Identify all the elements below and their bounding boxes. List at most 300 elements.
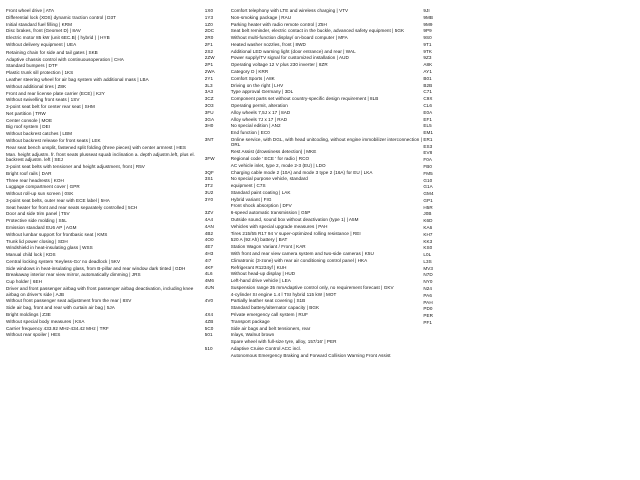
item-code: 4A4 <box>204 217 214 223</box>
item-code: 2Y1 <box>204 75 214 81</box>
list-item <box>423 293 634 299</box>
item-description: Category D | KRR <box>230 69 269 75</box>
list-item <box>6 57 205 63</box>
list-item <box>6 266 205 272</box>
item-code: 4B2 <box>204 230 214 236</box>
list-item <box>6 171 205 177</box>
list-item <box>6 312 205 318</box>
item-description: Center console | MOE <box>6 117 53 123</box>
item-description: Without head-up display | HUD <box>230 271 296 277</box>
list-item <box>6 205 205 211</box>
list-item <box>423 171 634 177</box>
list-item <box>205 298 424 304</box>
list-item <box>6 91 205 97</box>
list-item <box>423 157 634 163</box>
item-description: Without backrest catches | LBM <box>6 131 73 137</box>
item-description: Partially leather seat covering | S1B <box>230 298 306 304</box>
list-item <box>6 225 205 231</box>
list-item <box>205 332 424 338</box>
list-item <box>423 83 634 89</box>
item-code: 2S2 <box>204 48 214 54</box>
item-code: A8K <box>423 62 433 68</box>
item-description: 3-point seat belts, outer rear with ECE label | 5HA <box>6 197 110 203</box>
item-description: Windshield in heat-insulating glass | WSS <box>6 245 93 251</box>
list-item <box>423 28 634 34</box>
item-description: Climatronic (3-zone) with rear air conditioning control panel | HKA <box>230 257 368 263</box>
item-code: 501 <box>204 332 213 338</box>
item-description: Autonomous Emergency Braking and Forward Collision Warning Front Assist <box>230 352 391 358</box>
item-code: 3U2 <box>204 189 214 195</box>
list-item <box>6 164 205 170</box>
item-code: KS0 <box>423 245 433 251</box>
list-item <box>423 191 634 197</box>
list-item <box>423 218 634 224</box>
item-code: 3S1 <box>204 176 214 182</box>
item-description: Bright roof rails | DAR <box>6 170 52 176</box>
list-item <box>6 50 205 56</box>
list-item <box>423 62 634 68</box>
item-code: 3NT <box>204 136 214 142</box>
item-code: PAH <box>423 299 433 305</box>
list-item <box>423 8 634 14</box>
list-item <box>205 22 424 28</box>
item-description: Without front passenger seat adjustment from the rear | 8SV <box>6 298 132 304</box>
item-code: ER1 <box>423 136 433 142</box>
item-description: Side air bags and belt tensioners, rear <box>230 325 311 331</box>
item-description: 3-point seat belts with tensioner and height adjustment, front | R5V <box>6 163 145 169</box>
list-item <box>6 84 205 90</box>
list-item <box>423 144 634 150</box>
item-description: Additional LED warning light (door entrance) and rear | WAL <box>230 48 356 54</box>
list-item <box>205 123 424 129</box>
list-item <box>423 96 634 102</box>
list-item <box>205 96 424 102</box>
list-item <box>423 49 634 55</box>
item-code: PER <box>423 313 434 319</box>
list-item <box>205 292 424 298</box>
list-item <box>205 117 424 123</box>
item-description: Emission standard EU6 AP | AGM <box>6 225 77 230</box>
item-description: 6-speed automatic transmission | G5P <box>230 210 311 216</box>
item-code: PD0 <box>423 306 433 312</box>
item-description: End function | EC0 <box>230 130 270 136</box>
list-item <box>205 353 424 359</box>
item-code: 3H0 <box>204 123 214 129</box>
item-description: Type approval Germany | 3DL <box>230 89 294 95</box>
item-description: Non-smoking package | RAU <box>230 14 292 20</box>
item-description: Private emergency call system | RUF <box>230 311 308 317</box>
item-code: 2ZW <box>204 55 215 61</box>
item-code: B2B <box>423 82 433 88</box>
item-code: N7D <box>423 272 433 278</box>
item-description: Without lumbar support for frontbasic seat | KMS <box>6 231 108 237</box>
list-item <box>423 252 634 258</box>
item-description: Rear seat bench unsplit, fastened split folding (three pieces) with center armrest | HES <box>6 144 186 150</box>
item-code: EV8 <box>423 150 433 156</box>
item-description: Adaptive chassis control with continuousoperation | CHA <box>6 56 124 62</box>
list-item <box>205 231 424 237</box>
item-code: F0A <box>423 157 433 163</box>
list-item <box>423 69 634 75</box>
item-description: Trunk lid power closing | SDH <box>6 238 68 244</box>
list-item <box>205 203 424 209</box>
item-code: 4ZB <box>204 318 214 324</box>
item-description: Without swivelling front seats | 1SV <box>6 97 80 103</box>
item-description: Retaining chain for side and tail gates | SKB <box>6 49 98 55</box>
list-item <box>6 272 205 278</box>
list-item <box>205 305 424 311</box>
list-item <box>205 224 424 230</box>
item-description: Without rear spoiler | HES <box>6 332 61 338</box>
item-description: Leather steering wheel for air bag system with additional mass | LBA <box>6 77 149 82</box>
item-code: 3T2 <box>204 183 213 189</box>
list-item <box>423 306 634 312</box>
list-item <box>205 237 424 243</box>
list-item <box>6 305 205 311</box>
item-description: Online service, with DGL, with head unitcoding, without engine immobilizer interconnection | ORL <box>230 136 422 148</box>
item-code: GP1 <box>423 197 433 203</box>
item-description: 520 A (92 Ah) battery | BAT <box>230 237 288 243</box>
item-description: Driving on the right | LHV <box>230 82 284 88</box>
item-code: L3S <box>423 258 432 264</box>
list-item <box>423 239 634 245</box>
list-item <box>205 28 424 34</box>
item-code: 4AN <box>204 223 214 229</box>
list-item <box>205 110 424 116</box>
item-description: Breakaway interior rear view mirror, automatically dimming | JRS <box>6 272 141 278</box>
item-code: 9MB <box>423 14 434 20</box>
item-code: PA6 <box>423 292 432 298</box>
item-code: 3O3 <box>204 102 214 108</box>
list-item <box>205 35 424 41</box>
item-code: 2R0 <box>204 35 214 41</box>
item-description: Seat belt reminder, electric contact in the buckle, advanced safety equipment | 5GK <box>230 28 405 34</box>
list-item <box>423 76 634 82</box>
list-item <box>423 117 634 123</box>
list-item <box>6 152 205 163</box>
item-description: Without additional tires | Z8K <box>6 83 67 89</box>
item-code: 3GA <box>204 116 215 122</box>
list-item <box>423 137 634 143</box>
list-item <box>6 184 205 190</box>
item-code: C71 <box>423 89 433 95</box>
list-item <box>6 97 205 103</box>
list-item <box>205 326 424 332</box>
item-description: Transport package <box>230 318 270 324</box>
list-item <box>6 286 205 297</box>
item-code: 3QF <box>204 169 214 175</box>
item-description: Heated washer nozzles, front | 8WD <box>230 41 306 47</box>
list-item <box>6 8 205 14</box>
list-item <box>423 103 634 109</box>
item-code: EM1 <box>423 130 434 136</box>
item-code: 1Z0 <box>204 21 213 27</box>
item-description: Without delivery equipment | UEA <box>6 41 77 47</box>
item-code: 9T1 <box>423 41 432 47</box>
list-item <box>6 118 205 124</box>
list-item <box>423 300 634 306</box>
list-item <box>205 265 424 271</box>
list-item <box>205 149 424 155</box>
item-code: NY0 <box>423 279 433 285</box>
list-item <box>423 245 634 251</box>
list-item <box>6 77 205 83</box>
column-1 <box>6 8 205 343</box>
item-code: 4V0 <box>204 298 214 304</box>
list-item <box>6 111 205 117</box>
item-description: Differential lock (XDS) dynamic traction control | D3T <box>6 14 117 20</box>
list-item <box>6 191 205 197</box>
list-item <box>6 298 205 304</box>
item-code: 2DC <box>204 28 215 34</box>
item-description: Electric motor 85 kW (unit 6EC.B) ( hybrid ) | HYB <box>6 35 110 41</box>
item-description: Disc brakes, front (Geomet D) | 8AV <box>6 28 81 34</box>
list-item <box>6 198 205 204</box>
list-item <box>423 272 634 278</box>
list-item <box>6 332 205 338</box>
list-item <box>6 211 205 217</box>
item-code: 9Z3 <box>423 55 432 61</box>
column-3 <box>423 8 634 327</box>
item-description: AC vehicle inlet, type 2, mode 2-3 (EU) | LDO <box>230 162 326 168</box>
list-item <box>205 244 424 250</box>
item-code: FM5 <box>423 170 433 176</box>
list-item <box>6 28 205 34</box>
list-item <box>423 22 634 28</box>
list-item <box>205 285 424 291</box>
item-description: Comfort Sports | A8K <box>230 75 275 81</box>
item-description: Refrigerant R1234yf | KUH <box>230 264 287 270</box>
list-item <box>205 170 424 176</box>
item-code: 2F1 <box>204 41 213 47</box>
list-item <box>6 15 205 21</box>
list-item <box>6 104 205 110</box>
list-item <box>6 70 205 76</box>
item-description: Operating permit, alteration <box>230 102 288 108</box>
item-description: Three rear headrests | KOH <box>6 177 64 183</box>
item-description: Tires 215/55 R17 94 V super-optimized rolling resistance | REI <box>230 230 361 236</box>
item-code: B01 <box>423 75 432 81</box>
list-item <box>205 346 424 352</box>
list-item <box>6 35 205 41</box>
item-description: Comfort telephony with LTE and wireless charging | VTV <box>230 8 349 13</box>
list-item <box>6 131 205 137</box>
list-item <box>6 178 205 184</box>
list-item <box>6 232 205 238</box>
item-description: Seat heater for front and rear seats separately controlled | 5CH <box>6 204 138 210</box>
list-item <box>205 89 424 95</box>
item-description: Plastic trunk sill protection | 1KS <box>6 70 74 76</box>
item-code: 9S0 <box>423 35 432 41</box>
item-description: Charging cable mode 2 (10A) and mode 3 type 2 (16A) for EU | LKA <box>230 169 373 175</box>
list-item <box>205 210 424 216</box>
item-description: Inlays, Walnut brown <box>230 332 275 338</box>
list-item <box>6 326 205 332</box>
item-code: 4UN <box>204 284 215 290</box>
list-item <box>205 103 424 109</box>
item-code: CL6 <box>423 102 433 108</box>
item-description: Left-hand drive vehicle | LEA <box>230 278 291 284</box>
column-2 <box>205 8 424 362</box>
item-description: Front wheel drive | ATA <box>6 8 55 13</box>
list-item <box>423 198 634 204</box>
list-item <box>205 130 424 136</box>
list-item <box>205 339 424 345</box>
list-item <box>6 124 205 130</box>
item-code: C9X <box>423 96 433 102</box>
list-item <box>423 110 634 116</box>
item-code: 1Y3 <box>204 14 214 20</box>
list-item <box>6 245 205 251</box>
list-item <box>205 319 424 325</box>
item-description: Manual child lock | KDS <box>6 252 56 258</box>
list-item <box>423 313 634 319</box>
item-code: KK3 <box>423 238 433 244</box>
list-item <box>205 137 424 148</box>
item-code: 3FW <box>204 156 215 161</box>
item-description: equipment | C7S <box>230 183 266 189</box>
item-code: L0L <box>423 252 432 258</box>
list-item <box>423 232 634 238</box>
list-item <box>205 190 424 196</box>
list-item <box>205 83 424 89</box>
item-code: G1A <box>423 184 433 190</box>
item-description: Standard paint coating | LAK <box>230 189 291 195</box>
item-code: FB0 <box>423 163 433 169</box>
list-item <box>205 217 424 223</box>
item-code: EL5 <box>423 123 432 129</box>
list-item <box>205 271 424 277</box>
item-code: 2WA <box>204 69 215 75</box>
list-item <box>423 286 634 292</box>
list-item <box>205 251 424 257</box>
item-description: Power supply/TV signal for customized installation | AUD <box>230 55 349 61</box>
list-item <box>205 163 424 169</box>
item-code: E0A <box>423 109 433 115</box>
item-code: 3A3 <box>204 89 214 95</box>
list-item <box>205 312 424 318</box>
item-description: Front and rear license plate carrier (ECE) | K2Y <box>6 90 105 96</box>
column-spacer <box>6 339 205 342</box>
item-description: Cup holder | 6EH <box>6 279 42 285</box>
item-code: 9JI <box>423 8 430 13</box>
item-code: K6D <box>423 218 433 224</box>
list-item <box>6 138 205 144</box>
list-item <box>6 218 205 224</box>
item-description: Without special body measures | KSA <box>6 318 85 324</box>
item-description: Alloy wheels 7,5J x 17 | 8AD <box>230 109 291 115</box>
item-code: 4I7 <box>204 257 212 263</box>
item-code: EF1 <box>423 116 433 122</box>
list-item <box>6 63 205 69</box>
item-description: Big roof system | DEI <box>6 124 51 130</box>
item-code: 3Y0 <box>204 196 214 202</box>
item-code: 9TK <box>423 48 433 54</box>
list-item <box>423 130 634 136</box>
item-description: Front shock absorption | DFV <box>230 203 292 209</box>
list-item <box>205 176 424 182</box>
item-code: 4L6 <box>204 271 213 277</box>
item-description: Man. height adjustm. fr. front seats plusseat squab inclination a. depth adjustm.left, plus el. backrest adjustm. left | SEJ <box>6 151 195 163</box>
item-code: 3CZ <box>204 96 214 102</box>
item-code: 3ZV <box>204 210 214 216</box>
item-description: Luggage compartment cover | GPR <box>6 184 80 190</box>
item-code: 4O0 <box>204 237 214 243</box>
list-item <box>205 183 424 189</box>
list-item <box>205 15 424 21</box>
list-item <box>6 259 205 265</box>
item-description: Without multi-function display/ on-board computer | MFA <box>230 35 348 41</box>
item-code: G10 <box>423 177 433 183</box>
item-code: 3L3 <box>204 82 213 88</box>
list-item <box>205 62 424 68</box>
item-description: Bright moldings | Z3E <box>6 311 51 317</box>
list-item <box>205 197 424 203</box>
list-item <box>423 164 634 170</box>
item-description: Spare wheel with full-size tyre, alloy, 157/16' | PER <box>230 339 337 345</box>
item-code: KH7 <box>423 231 433 237</box>
item-code: 510 <box>204 345 213 351</box>
item-description: Hybrid variant | FIG <box>230 196 272 202</box>
item-code: 4M6 <box>204 278 214 284</box>
list-item <box>6 22 205 28</box>
item-description: Component parts set without country-specific design requirement | 8LB <box>230 96 379 102</box>
list-item <box>423 123 634 129</box>
list-item <box>6 279 205 285</box>
item-description: Initial standard fuel filling | KRM <box>6 21 73 27</box>
item-description: Rest Assist (drowsiness detection) | MKE <box>230 149 317 155</box>
list-item <box>423 89 634 95</box>
item-description: No special edition | AN2 <box>230 123 281 129</box>
item-description: Driver and front passenger airbag with front passenger airbag deactivation, including knee airbag on driver's side | AJB <box>6 286 194 297</box>
item-description: Carrier frequency 433.92 MHz-434.42 MHz | TRF <box>6 325 109 331</box>
item-description: Door and side trim panel | T5V <box>6 211 70 217</box>
item-code: 9M9 <box>423 21 433 27</box>
list-item <box>205 258 424 264</box>
list-item <box>423 266 634 272</box>
item-description: Parking heater with radio remote control | Z5H <box>230 21 327 27</box>
item-description: No special purpose vehicle, standard <box>230 176 308 182</box>
item-code: 4E7 <box>204 244 214 250</box>
list-item <box>205 156 424 162</box>
item-code: 3FU <box>204 109 214 115</box>
list-item <box>6 145 205 151</box>
item-code: J0B <box>423 211 432 217</box>
item-description: Standard bumpers | DTF <box>6 63 58 69</box>
list-item <box>423 184 634 190</box>
list-item <box>423 205 634 211</box>
item-code: 4X4 <box>204 311 214 317</box>
list-item <box>205 42 424 48</box>
list-item <box>205 69 424 75</box>
list-item <box>423 55 634 61</box>
item-description: Standard battery/alternator capacity | BGK <box>230 305 320 311</box>
list-item <box>205 49 424 55</box>
item-code: PF1 <box>423 319 433 325</box>
item-code: KA6 <box>423 225 433 230</box>
list-item <box>423 259 634 265</box>
list-item <box>6 42 205 48</box>
item-code: GM4 <box>423 191 434 197</box>
list-item <box>423 150 634 156</box>
list-item <box>423 279 634 285</box>
item-description: Protective side molding | S5L <box>6 218 67 224</box>
item-description: Station Wagon Variant / Front | KAR <box>230 244 306 250</box>
list-item <box>6 319 205 325</box>
item-description: 3-point seat belt for center rear seat | SHM <box>6 104 95 110</box>
item-code: N24 <box>423 286 433 292</box>
list-item <box>205 278 424 284</box>
